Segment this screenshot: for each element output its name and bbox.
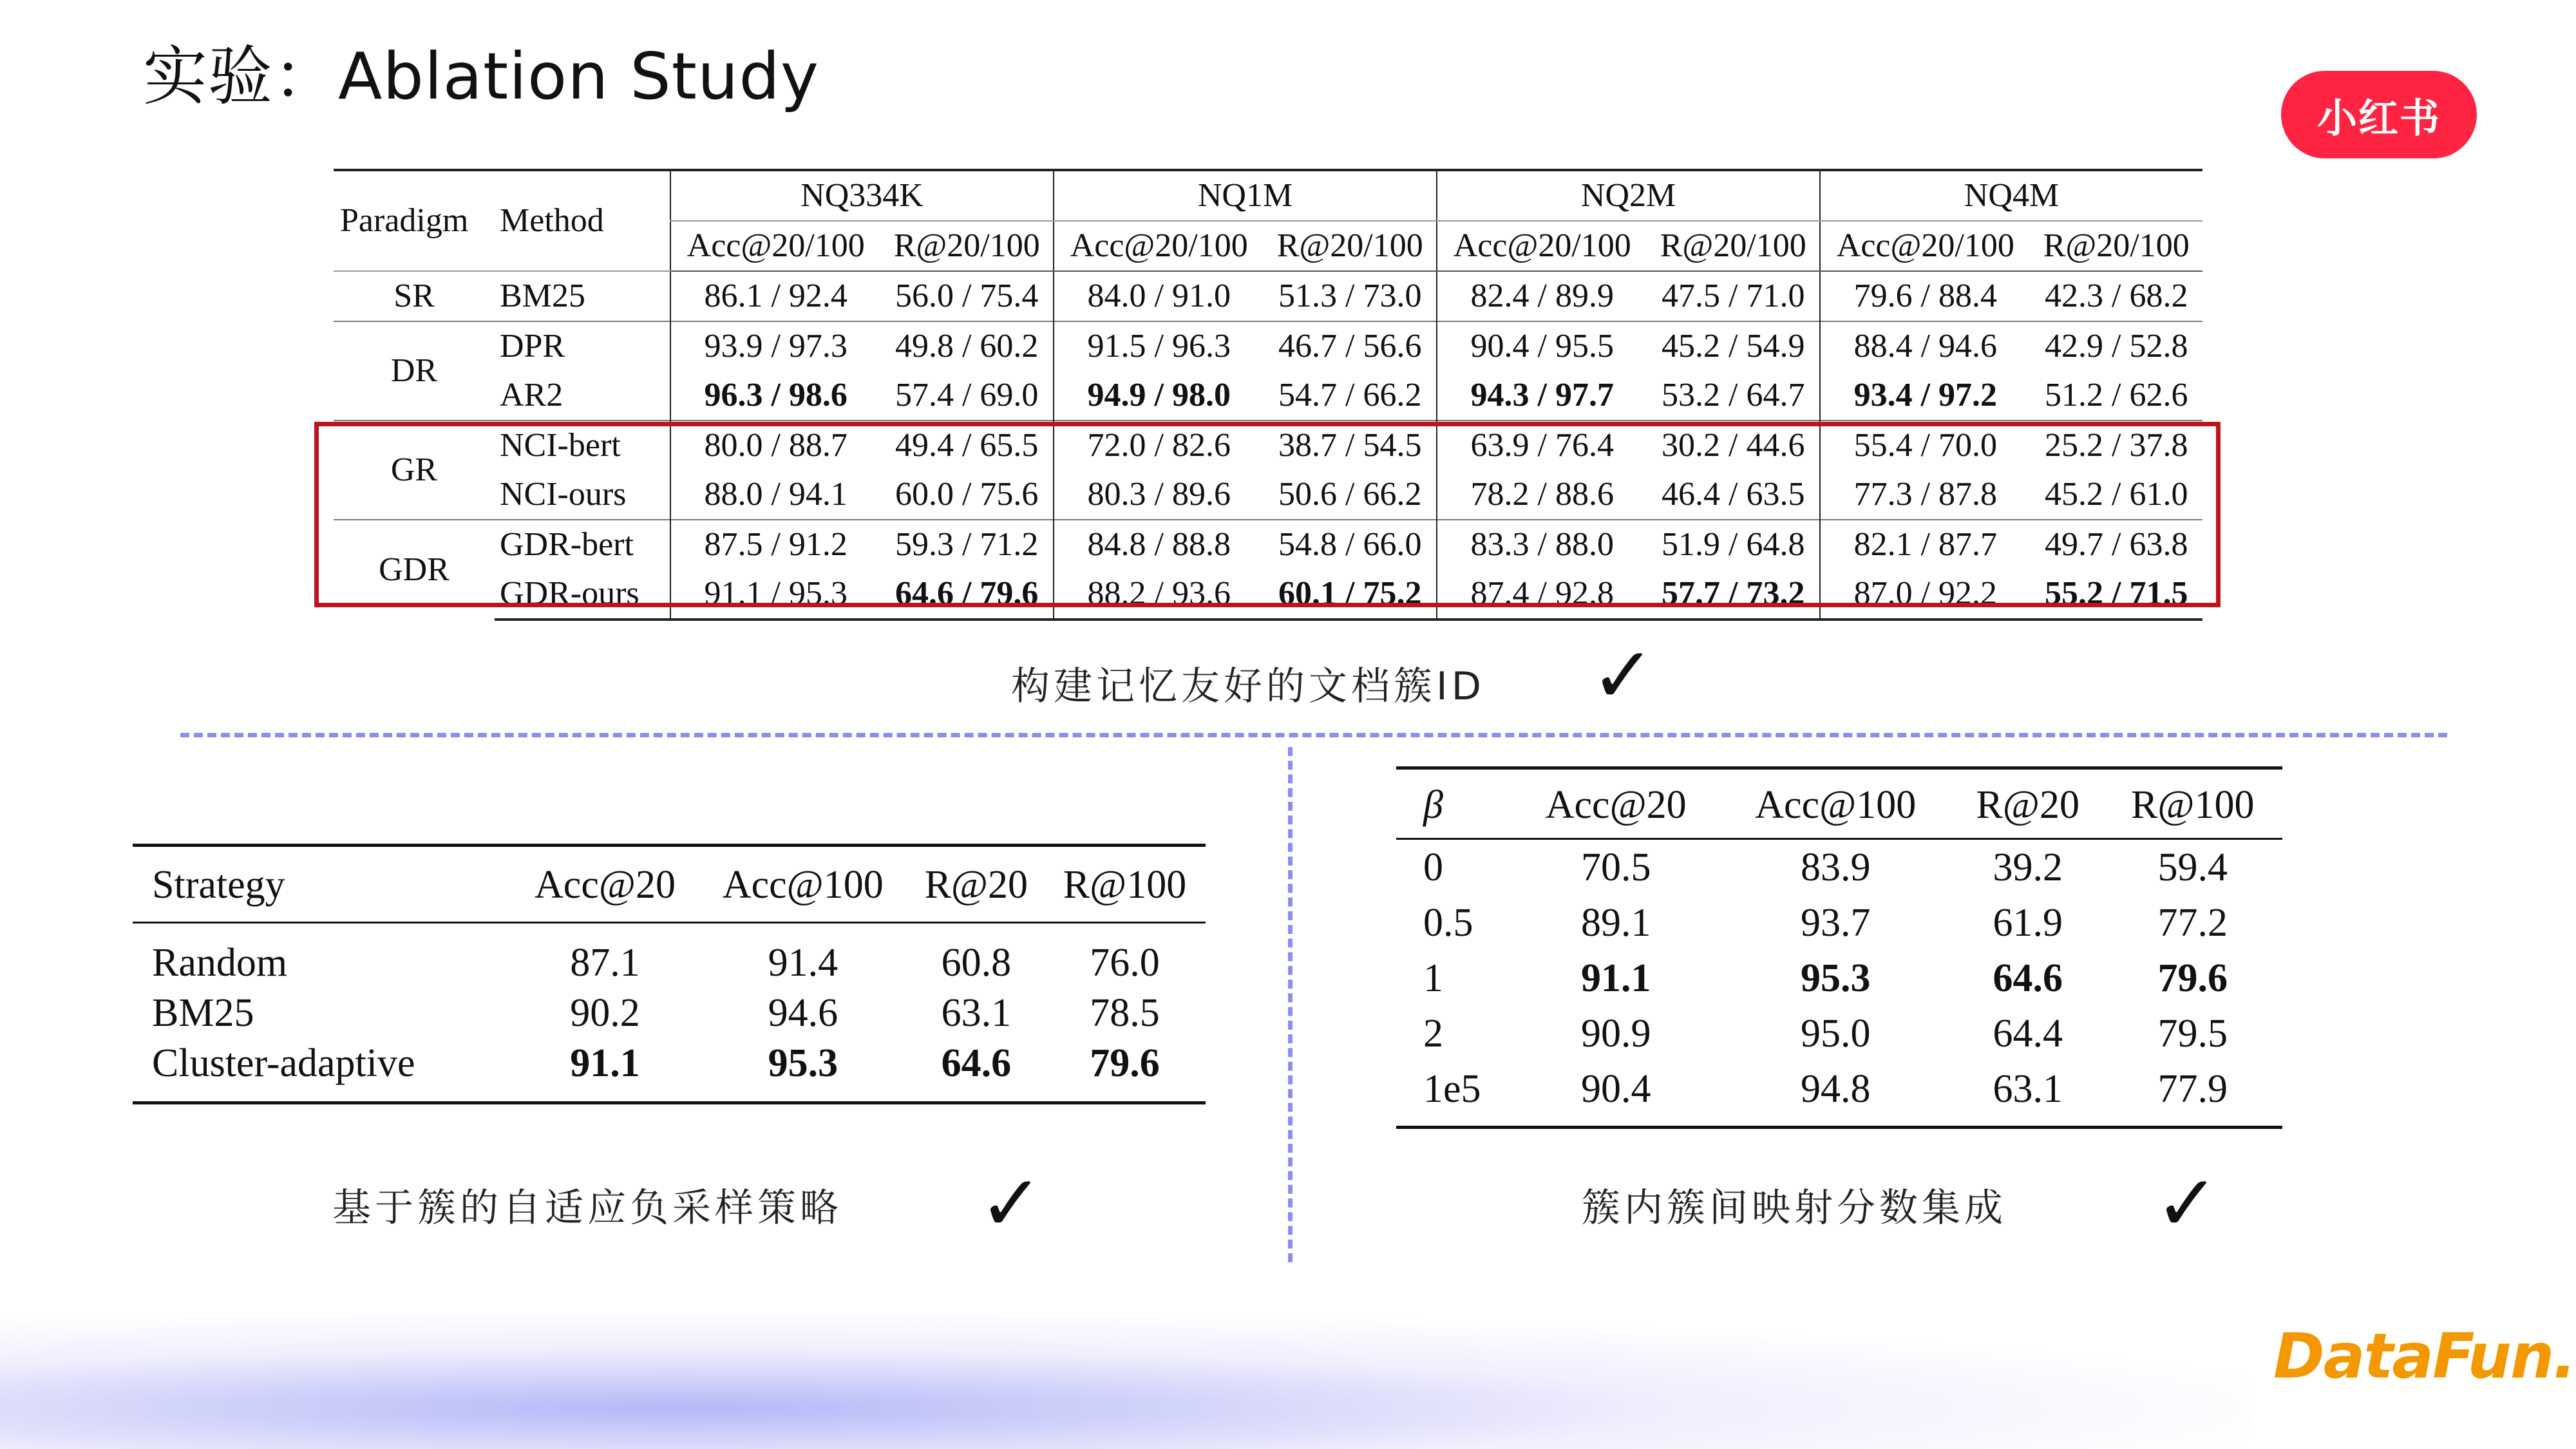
value-cell: 88.4 / 94.6 — [1820, 321, 2030, 371]
strategy-table — [133, 844, 1206, 1104]
value-cell: 86.1 / 92.4 — [670, 271, 880, 321]
value-cell: 56.0 / 75.4 — [895, 278, 1039, 314]
slide-title: 实验：Ablation Study — [143, 39, 820, 114]
value-cell: 39.2 — [1993, 846, 2063, 889]
value-cell: 51.9 / 64.8 — [1647, 520, 1820, 569]
value-cell: 63.9 / 76.4 — [1437, 421, 1647, 470]
value-cell: 45.2 / 61.0 — [2045, 476, 2188, 513]
header-metric: Acc@100 — [1718, 768, 1953, 839]
table-row — [133, 988, 1206, 1038]
value-cell: 83.3 / 88.0 — [1437, 520, 1647, 569]
value-cell: 45.2 / 54.9 — [1647, 321, 1820, 371]
vertical-divider — [1288, 747, 1293, 1262]
value-cell: 83.9 — [1801, 846, 1871, 889]
paradigm-cell: SR — [393, 278, 435, 314]
value-cell: 93.7 — [1801, 901, 1871, 945]
value-cell: 51.3 / 73.0 — [1278, 278, 1422, 314]
value-cell-best — [1044, 1038, 1206, 1103]
value-cell: 87.4 / 92.8 — [1437, 569, 1647, 620]
method-cell: AR2 — [500, 377, 564, 413]
beta-cell: 0 — [1423, 846, 1443, 889]
header-method: Method — [495, 170, 670, 271]
value-cell-best — [1054, 371, 1264, 421]
value-cell: 77.2 — [2157, 901, 2228, 945]
table-row — [1396, 895, 2282, 951]
value-cell: 88.2 / 93.6 — [1054, 569, 1264, 620]
value-cell: 79.5 — [2157, 1012, 2228, 1056]
method-cell: GDR-bert — [495, 520, 670, 569]
value-cell: 91.5 / 96.3 — [1054, 321, 1264, 371]
beta-cell: 0.5 — [1423, 901, 1473, 945]
caption-right: 簇内簇间映射分数集成 — [1582, 1186, 2007, 1231]
paradigm-cell: GR — [334, 421, 495, 520]
bold-value: 55.2 / 71.5 — [2045, 575, 2188, 612]
value-cell: 84.0 / 91.0 — [1054, 271, 1264, 321]
value-cell: 80.3 / 89.6 — [1054, 470, 1264, 520]
xiaohongshu-logo: 小红书 — [2281, 71, 2477, 158]
value-cell: 49.4 / 65.5 — [880, 421, 1054, 470]
value-cell: 60.0 / 75.6 — [895, 476, 1039, 513]
value-cell: 78.5 — [1090, 991, 1160, 1035]
table-row — [334, 321, 2202, 371]
check-icon: ✓ — [1591, 631, 1656, 721]
header-metric: R@20/100 — [1264, 221, 1437, 271]
header-dataset: NQ2M — [1437, 170, 1820, 221]
table-row — [133, 923, 1206, 989]
value-cell: 93.9 / 97.3 — [670, 321, 880, 371]
bold-value: 60.1 / 75.2 — [1278, 575, 1422, 612]
bold-value: 57.7 / 73.2 — [1662, 575, 1805, 612]
bold-value: 94.9 / 98.0 — [1087, 377, 1231, 413]
value-cell: 82.1 / 87.7 — [1820, 520, 2030, 569]
value-cell: 46.7 / 56.6 — [1264, 321, 1437, 371]
caption-left: 基于簇的自适应负采样策略 — [332, 1186, 842, 1231]
value-cell-best — [670, 371, 880, 421]
value-cell: 72.0 / 82.6 — [1054, 421, 1264, 470]
value-cell: 57.4 / 69.0 — [895, 377, 1039, 413]
strategy-cell: Random — [152, 941, 288, 985]
datafun-logo: DataFun. — [2273, 1320, 2575, 1392]
value-cell: 49.8 / 60.2 — [880, 321, 1054, 371]
value-cell: 80.0 / 88.7 — [670, 421, 880, 470]
header-beta: β — [1396, 768, 1513, 839]
value-cell: 63.1 — [1953, 1061, 2103, 1128]
value-cell: 77.9 — [2103, 1061, 2282, 1128]
value-cell-best — [697, 1038, 909, 1103]
header-dataset: NQ4M — [1820, 170, 2202, 221]
header-metric: R@20/100 — [880, 221, 1054, 271]
table-row — [133, 1038, 1206, 1103]
value-cell: 87.5 / 91.2 — [670, 520, 880, 569]
caption-top: 构建记忆友好的文档簇ID — [1011, 664, 1485, 709]
value-cell: 91.1 / 95.3 — [670, 569, 880, 620]
table-row — [334, 271, 2202, 321]
header-paradigm: Paradigm — [334, 170, 495, 271]
value-cell-best — [1718, 951, 1953, 1006]
header-strategy: Strategy — [133, 846, 513, 923]
header-metric: Acc@20 — [513, 846, 697, 923]
header-metric: R@20/100 — [1647, 221, 1820, 271]
value-cell-best — [2103, 951, 2282, 1006]
value-cell: 88.0 / 94.1 — [670, 470, 880, 520]
strategy-cell: Cluster-adaptive — [133, 1038, 513, 1103]
bold-value: 91.1 — [570, 1041, 640, 1085]
highlight-box — [314, 422, 2221, 607]
value-cell: 59.4 — [2157, 846, 2228, 889]
header-metric: Acc@20 — [1513, 768, 1718, 839]
header-metric: Acc@20/100 — [1054, 221, 1264, 271]
header-metric: R@20 — [1953, 768, 2103, 839]
value-cell-best — [1820, 371, 2030, 421]
header-dataset: NQ334K — [670, 170, 1054, 221]
value-cell: 30.2 / 44.6 — [1647, 421, 1820, 470]
value-cell-best — [1513, 951, 1718, 1006]
value-cell: 79.6 / 88.4 — [1820, 271, 2030, 321]
header-metric: Acc@100 — [697, 846, 909, 923]
bold-value: 79.6 — [1090, 1041, 1160, 1085]
table-row — [334, 371, 2202, 421]
value-cell: 53.2 / 64.7 — [1662, 377, 1805, 413]
value-cell: 50.6 / 66.2 — [1278, 476, 1422, 513]
check-icon: ✓ — [2155, 1159, 2220, 1249]
value-cell: 90.4 / 95.5 — [1437, 321, 1647, 371]
check-icon: ✓ — [979, 1159, 1044, 1249]
bold-value: 96.3 / 98.6 — [704, 377, 848, 413]
value-cell: 38.7 / 54.5 — [1264, 421, 1437, 470]
bold-value: 95.3 — [1801, 956, 1871, 1000]
beta-table — [1396, 766, 2282, 1129]
value-cell: 49.7 / 63.8 — [2030, 520, 2202, 569]
header-metric: R@100 — [2103, 768, 2282, 839]
beta-cell: 1 — [1423, 956, 1443, 1000]
method-cell: NCI-ours — [500, 476, 627, 513]
table-row — [1396, 1006, 2282, 1061]
header-metric: R@20 — [909, 846, 1044, 923]
paradigm-cell: DR — [334, 321, 495, 421]
method-cell: BM25 — [500, 278, 585, 314]
value-cell: 76.0 — [1090, 941, 1160, 985]
strategy-cell: BM25 — [152, 991, 254, 1035]
table-row — [1396, 951, 2282, 1006]
value-cell: 89.1 — [1580, 901, 1651, 945]
bold-value: 64.6 — [1993, 956, 2063, 1000]
table-row — [1396, 1061, 2282, 1128]
header-dataset: NQ1M — [1054, 170, 1437, 221]
value-cell: 82.4 / 89.9 — [1437, 271, 1647, 321]
table-row — [1396, 839, 2282, 896]
beta-cell: 1e5 — [1396, 1061, 1513, 1128]
value-cell: 42.3 / 68.2 — [2045, 278, 2188, 314]
method-cell: GDR-ours — [495, 569, 670, 620]
value-cell: 87.1 — [570, 941, 640, 985]
header-metric: R@20/100 — [2030, 221, 2202, 271]
method-cell: NCI-bert — [495, 421, 670, 470]
value-cell: 94.6 — [768, 991, 838, 1035]
value-cell: 77.3 / 87.8 — [1820, 470, 2030, 520]
value-cell: 70.5 — [1580, 846, 1651, 889]
value-cell-best — [909, 1038, 1044, 1103]
bold-value: 93.4 / 97.2 — [1853, 377, 1998, 413]
bold-value: 64.6 — [941, 1041, 1012, 1085]
value-cell: 47.5 / 71.0 — [1662, 278, 1805, 314]
header-metric: Acc@20/100 — [670, 221, 880, 271]
value-cell: 91.4 — [768, 941, 838, 985]
bold-value: 79.6 — [2157, 956, 2228, 1000]
value-cell: 46.4 / 63.5 — [1662, 476, 1805, 513]
value-cell: 90.4 — [1513, 1061, 1718, 1128]
value-cell: 95.0 — [1801, 1012, 1871, 1056]
value-cell: 59.3 / 71.2 — [880, 520, 1054, 569]
footer-gradient — [0, 1314, 2254, 1449]
value-cell: 51.2 / 62.6 — [2045, 377, 2188, 413]
value-cell: 87.0 / 92.2 — [1820, 569, 2030, 620]
value-cell: 64.4 — [1993, 1012, 2063, 1056]
bold-value: 64.6 / 79.6 — [895, 575, 1039, 612]
bold-value: 94.3 / 97.7 — [1470, 377, 1614, 413]
bold-value: 91.1 — [1580, 956, 1651, 1000]
value-cell: 90.9 — [1580, 1012, 1651, 1056]
horizontal-divider — [180, 733, 2447, 737]
value-cell: 54.7 / 66.2 — [1278, 377, 1422, 413]
header-metric: R@100 — [1044, 846, 1206, 923]
paradigm-cell: GDR — [334, 520, 495, 620]
header-metric: Acc@20/100 — [1437, 221, 1647, 271]
value-cell-best — [513, 1038, 697, 1103]
value-cell: 60.8 — [941, 941, 1012, 985]
value-cell: 84.8 / 88.8 — [1054, 520, 1264, 569]
value-cell: 54.8 / 66.0 — [1264, 520, 1437, 569]
value-cell-best — [1437, 371, 1647, 421]
value-cell: 55.4 / 70.0 — [1820, 421, 2030, 470]
value-cell: 94.8 — [1718, 1061, 1953, 1128]
value-cell: 42.9 / 52.8 — [2030, 321, 2202, 371]
method-cell: DPR — [495, 321, 670, 371]
value-cell: 78.2 / 88.6 — [1437, 470, 1647, 520]
beta-cell: 2 — [1423, 1012, 1443, 1056]
value-cell: 61.9 — [1993, 901, 2063, 945]
value-cell: 90.2 — [570, 991, 640, 1035]
header-metric: Acc@20/100 — [1820, 221, 2030, 271]
bold-value: 95.3 — [768, 1041, 838, 1085]
value-cell: 63.1 — [941, 991, 1012, 1035]
value-cell-best — [1953, 951, 2103, 1006]
value-cell: 25.2 / 37.8 — [2030, 421, 2202, 470]
